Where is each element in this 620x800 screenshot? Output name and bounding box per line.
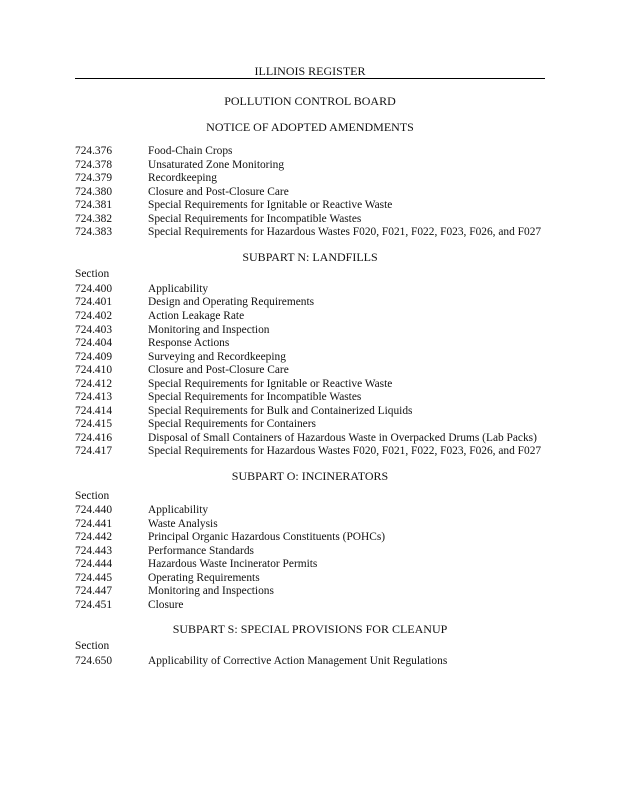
section-listing [75, 145, 545, 668]
section-title: Waste Analysis [148, 517, 218, 530]
section-number: 724.414 [75, 404, 113, 417]
section-number: 724.413 [75, 391, 113, 404]
section-number: 724.417 [75, 445, 113, 458]
section-row [75, 172, 545, 186]
section-title: Closure and Post-Closure Care [148, 364, 289, 377]
subpart-s-heading: SUBPART S: SPECIAL PROVISIONS FOR CLEANUP [172, 621, 448, 636]
section-title: Recordkeeping [148, 172, 217, 185]
subpart-n-heading: SUBPART N: LANDFILLS [242, 249, 378, 264]
section-number: 724.401 [75, 296, 113, 309]
section-title: Closure and Post-Closure Care [148, 185, 289, 198]
section-number: 724.445 [75, 571, 113, 584]
section-number: 724.376 [75, 145, 113, 157]
section-row [75, 199, 545, 213]
section-title: Special Requirements for Hazardous Wastes F020, F021, F022, F023, F026, and F027 [148, 226, 542, 239]
section-number: 724.442 [75, 531, 113, 544]
section-title: Hazardous Waste Incinerator Permits [148, 558, 318, 571]
section-row [75, 159, 545, 173]
section-title: Applicability of Corrective Action Management Unit Regulations [148, 654, 448, 667]
section-title: Monitoring and Inspections [148, 585, 274, 598]
section-title: Special Requirements for Incompatible Wastes [148, 212, 362, 225]
section-title: Unsaturated Zone Monitoring [148, 158, 285, 171]
section-row [75, 545, 545, 559]
section-row [75, 504, 545, 518]
section-number: 724.400 [75, 282, 113, 295]
section-row [75, 351, 545, 365]
section-row [75, 186, 545, 200]
section-number: 724.443 [75, 544, 113, 557]
section-row [75, 337, 545, 351]
section-title: Operating Requirements [148, 571, 260, 584]
section-title: Food-Chain Crops [148, 145, 233, 157]
register-header: ILLINOIS REGISTER [254, 64, 366, 78]
section-row [75, 655, 545, 669]
section-number: 724.380 [75, 185, 113, 198]
section-title: Performance Standards [148, 544, 254, 557]
section-title: Special Requirements for Bulk and Containerized Liquids [148, 404, 413, 417]
section-number: 724.404 [75, 337, 113, 350]
header-rule [75, 78, 545, 79]
section-number: 724.447 [75, 585, 113, 598]
section-number: 724.379 [75, 172, 113, 185]
section-number: 724.382 [75, 212, 113, 225]
section-title: Principal Organic Hazardous Constituents (POHCs) [148, 531, 386, 544]
section-row [75, 283, 545, 297]
section-number: 724.444 [75, 558, 113, 571]
section-row [75, 378, 545, 392]
section-row [75, 145, 545, 159]
section-row [75, 364, 545, 378]
section-number: 724.409 [75, 350, 113, 363]
section-number: 724.383 [75, 226, 113, 239]
section-number: 724.451 [75, 598, 113, 611]
section-title: Surveying and Recordkeeping [148, 350, 286, 363]
section-title: Applicability [148, 504, 209, 517]
section-row [75, 418, 545, 432]
section-number: 724.412 [75, 377, 113, 390]
section-row [75, 531, 545, 545]
board-name: POLLUTION CONTROL BOARD [224, 94, 396, 108]
section-row [75, 310, 545, 324]
section-row [75, 558, 545, 572]
section-number: 724.416 [75, 431, 113, 444]
section-number: 724.378 [75, 158, 113, 171]
subpart-o-heading: SUBPART O: INCINERATORS [231, 469, 389, 484]
section-title: Monitoring and Inspection [148, 323, 270, 336]
section-row [75, 445, 545, 459]
section-title: Disposal of Small Containers of Hazardous Waste in Overpacked Drums (Lab Packs) [148, 431, 537, 444]
section-row [75, 432, 545, 446]
section-row [75, 213, 545, 227]
section-number: 724.440 [75, 504, 113, 517]
section-number: 724.415 [75, 418, 113, 431]
section-title: Design and Operating Requirements [148, 296, 315, 309]
section-number: 724.410 [75, 364, 113, 377]
section-row [75, 391, 545, 405]
section-row [75, 324, 545, 338]
section-row [75, 296, 545, 310]
section-row [75, 585, 545, 599]
section-title: Special Requirements for Hazardous Wastes F020, F021, F022, F023, F026, and F027 [148, 445, 542, 458]
section-number: 724.650 [75, 654, 113, 667]
section-title: Special Requirements for Incompatible Wastes [148, 391, 362, 404]
notice-title: NOTICE OF ADOPTED AMENDMENTS [206, 120, 414, 134]
section-row [75, 572, 545, 586]
section-number: 724.381 [75, 199, 113, 212]
section-title: Special Requirements for Containers [148, 418, 316, 431]
section-row [75, 405, 545, 419]
section-title: Response Actions [148, 337, 230, 350]
section-row [75, 518, 545, 532]
section-number: 724.402 [75, 310, 113, 323]
section-title: Special Requirements for Ignitable or Reactive Waste [148, 377, 393, 390]
section-title: Action Leakage Rate [148, 310, 245, 323]
section-label: Section [75, 489, 110, 502]
section-title: Special Requirements for Ignitable or Reactive Waste [148, 199, 393, 212]
section-row [75, 226, 545, 240]
section-label: Section [75, 268, 110, 281]
section-row [75, 599, 545, 613]
section-title: Closure [148, 598, 184, 611]
section-number: 724.441 [75, 517, 113, 530]
section-label: Section [75, 640, 110, 653]
section-number: 724.403 [75, 323, 113, 336]
section-title: Applicability [148, 282, 209, 295]
